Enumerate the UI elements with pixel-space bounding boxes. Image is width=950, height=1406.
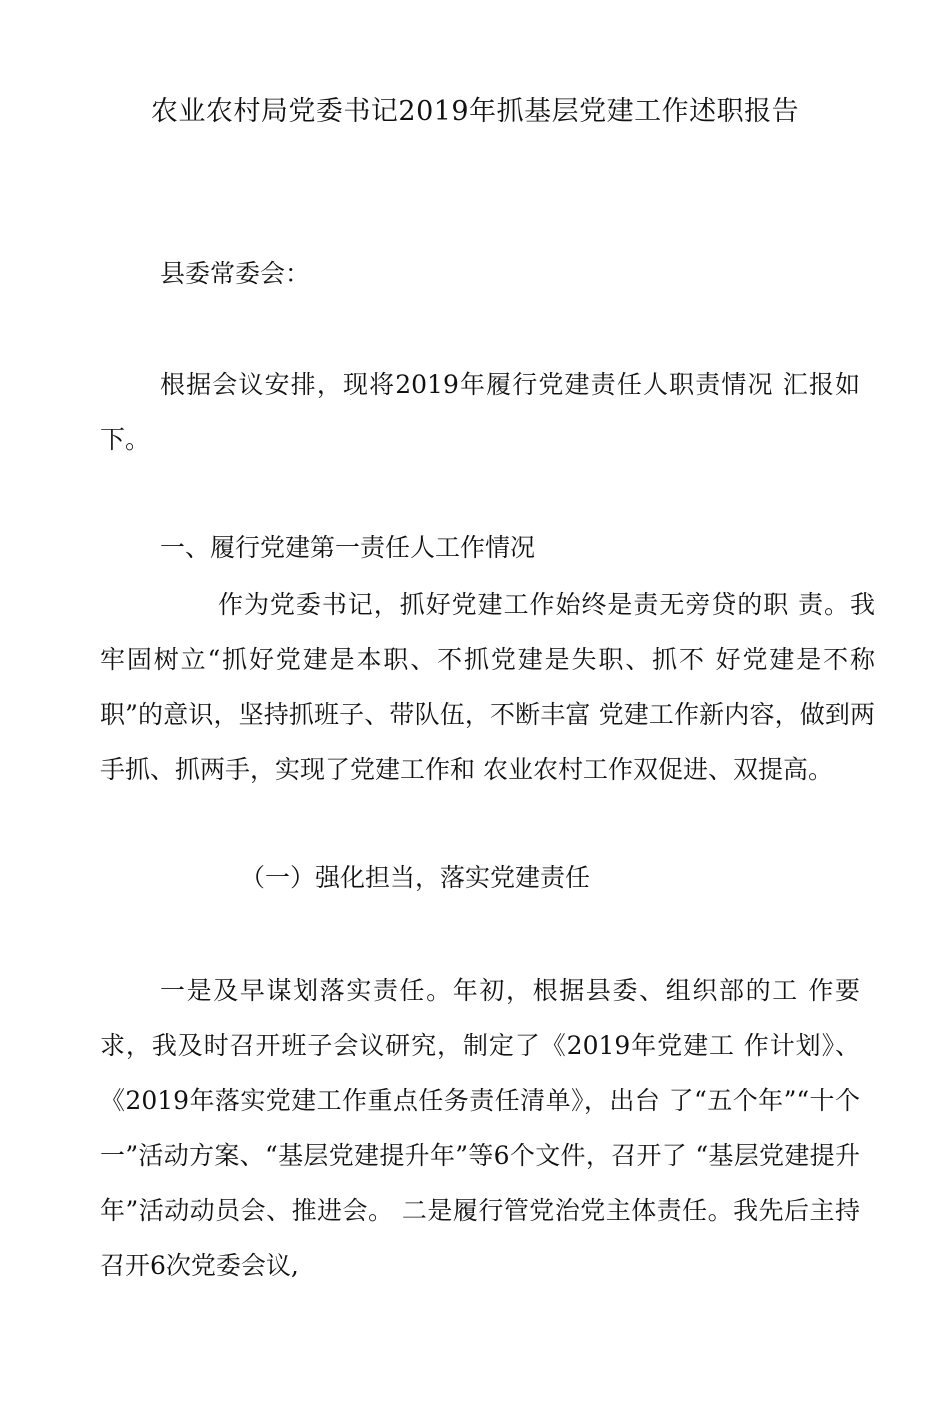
subsection-1-paragraph: 一是及早谋划落实责任。年初，根据县委、组织部的工 作要求，我及时召开班子会议研究，制定了《2019年党建工 作计划》、《2019年落实党建工作重点任务责任清单》，出台 了“五个年”“十个一”活动方案、“基层党建提升年”等6个文件，召开了 “基层党建提升年”活动动员会、推进会。 二是履行管党治党主体责任。我先后主持召开6次党委会议, bbox=[100, 976, 860, 1280]
intro-paragraph: 根据会议安排，现将2019年履行党建责任人职责情况 汇报如下。 bbox=[100, 370, 860, 454]
subsection-heading-1: （一）强化担当，落实党建责任 bbox=[240, 863, 591, 892]
section-heading-1: 一、履行党建第一责任人工作情况 bbox=[160, 533, 536, 562]
section-1-paragraph: 作为党委书记，抓好党建工作始终是责无旁贷的职 责。我牢固树立“抓好党建是本职、不抓党建是失职、抓不 好党建是不称职”的意识，坚持抓班子、带队伍，不断丰富 党建工作新内容，做到两手抓、抓两手，实现了党建工作和 农业农村工作双促进、双提高。 bbox=[100, 590, 875, 784]
salutation: 县委常委会： bbox=[160, 259, 311, 288]
document-title: 农业农村局党委书记2019年抓基层党建工作述职报告 bbox=[150, 96, 800, 127]
